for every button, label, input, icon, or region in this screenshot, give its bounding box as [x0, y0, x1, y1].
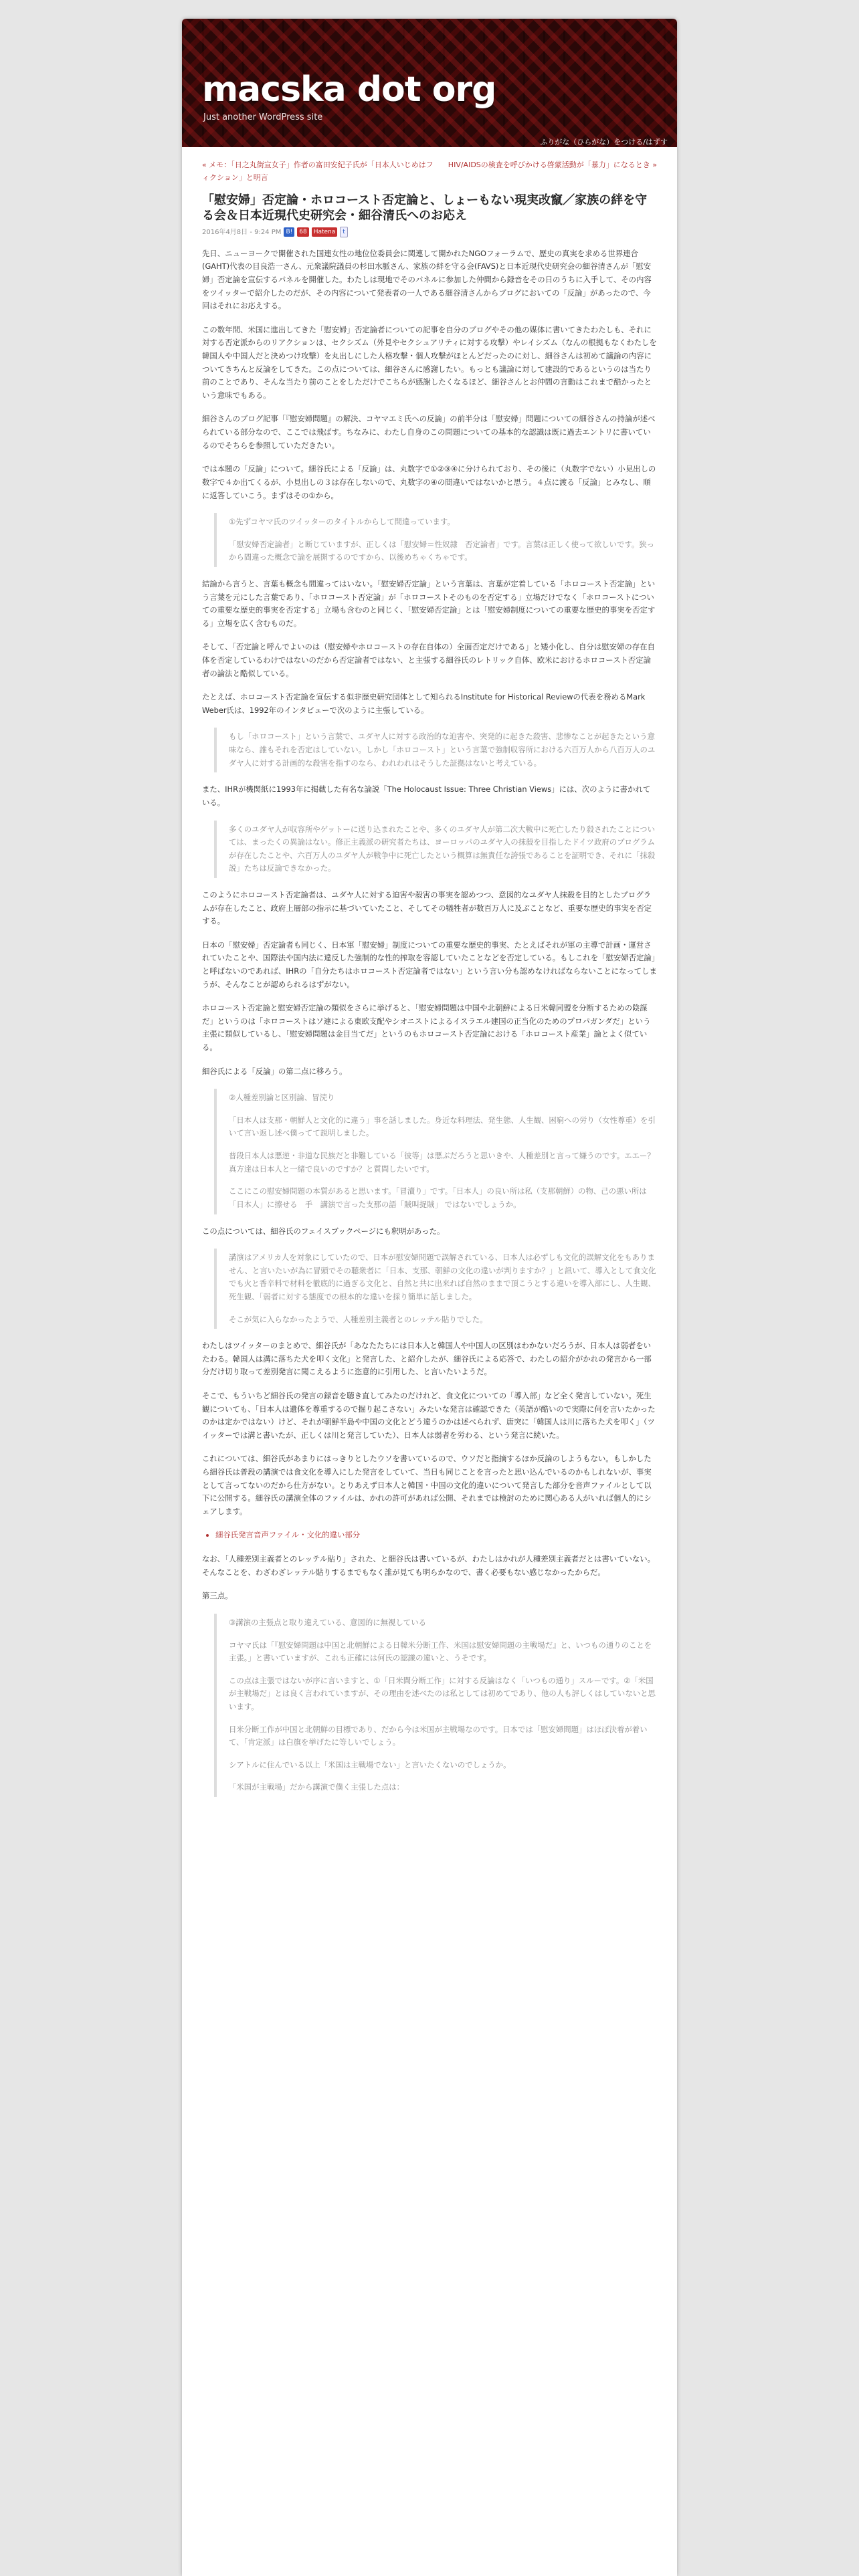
paragraph: 細谷さんのブログ記事「『慰安婦問題』の解決、コヤマエミ氏への反論」の前半分は「慰安婦」問題についての細谷さんの持論が述べられている部分なので、ここでは飛ばす。ちなみに、わたし自身のこの問題についての基本的な認識は既に過去エントリに書いているのでそちらを参照していただきたい。: [202, 414, 656, 450]
quote-paragraph: 日米分断工作が中国と北朝鮮の目標であり、だから今は米国が主戦場なのです。日本では「慰安婦問題」はほぼ決着が着いて、「肯定派」は白旗を挙げたに等しいでしょう。: [229, 1724, 648, 1747]
paragraph: このようにホロコースト否定論者は、ユダヤ人に対する迫害や殺害の事実を認めつつ、意図的なユダヤ人抹殺を目的としたプログラムが存在したこと、政府上層部の指示に基づいていたこと、そしてその犠牲者が数百万人に及ぶことなど、重要な歴史的事実を否定する。: [202, 889, 652, 926]
blockquote: [214, 1249, 657, 1329]
paragraph: この点については、細谷氏のフェイスブックページにも釈明があった。: [202, 1226, 445, 1236]
quote-paragraph: 講演はアメリカ人を対象にしていたので、日本が慰安婦問題で誤解されている、日本人は必ずしも文化的誤解文化をもありません、と言いたいが為に冒頭でその聴衆者に「日本、支那、朝鮮の文化の違いが判りますか？」と訊いて、導入として食文化でも火と香辛料で材料を徹底的に過ぎる文化と、自然と共に出来れば自然のままで頂こうとする違いを導入部にし、人生観、死生観、「弱者に対する態度での根本的な違いを採り簡単に話しました。: [229, 1253, 656, 1301]
quote-paragraph: コヤマ氏は「『慰安婦問題は中国と北朝鮮による日韓米分断工作、米国は慰安婦問題の主戦場だ』と、いつもの通りのことを主張。」と書いていますが、これも正確には何氏の認識の違いと、うそです。: [229, 1640, 652, 1663]
paragraph: ホロコースト否定論と慰安婦否定論の類似をさらに挙げると、「慰安婦問題は中国や北朝鮮による日米韓同盟を分断するための陰謀だ」というのは「ホロコーストはソ連による東欧支配やシオニストによるイスラエル建国の正当化のためのプロパガンダだ」という主張に類似しているし、「慰安婦問題は金目当てだ」というのもホロコースト否定論における「ホロコースト産業」論とよく似ている。: [202, 1003, 651, 1053]
paragraph: また、IHRが機関紙に1993年に掲載した有名な論説「The Holocaust Issue: Three Christian Views」には、次のように書かれている。: [202, 784, 651, 807]
paragraph: 第三点。: [202, 1591, 233, 1601]
quote-paragraph: そこが気に入らなかったようで、人種差別主義者とのレッテル貼りでした。: [229, 1314, 488, 1324]
blockquote: [214, 513, 657, 567]
post-content: [182, 147, 677, 1828]
paragraph: 細谷氏による「反論」の第二点に移ろう。: [202, 1066, 347, 1076]
paragraph: わたしはツイッターのまとめで、細谷氏が「あなたたちには日本人と韓国人や中国人の区別はわかないだろうが、日本人は弱者をいたわる。韓国人は溝に落ちた犬を叩く文化」と発言した、と紹介したが、細谷氏による応答で、わたしの紹介がかれの発言から一部分だけ切り取って差別発言に聞こえるように恣意的に引用した、と言いたいようだ。: [202, 1341, 652, 1377]
site-header: [182, 19, 677, 147]
furigana-toggle-link[interactable]: ふりがな（ひらがな）をつける/はずす: [540, 138, 668, 146]
quote-paragraph: 普段日本人は悪逆・非道な民族だと非難している「彼等」は悪ぶだろうと思いきや、人種差別と言って嫌うのです。エエー？真方達は日本人と一緒で良いのですか？と質問したいです。: [229, 1151, 655, 1174]
hatena-share-button[interactable]: Hatena: [312, 227, 338, 237]
paragraph: これについては、細谷氏があまりにはっきりとしたウソを書いているので、ウソだと指摘するほか反論のしようもない。もしかしたら細谷氏は普段の講演では食文化を導入にした発言をしていて、当日も同じことを言ったと思い込んでいるのかもしれないが、事実として言ってないのだから仕方がない。とりあえず日本人と韓国・中国の文化的違いについて発言した部分を音声ファイルとして以下に公開する。細谷氏の講演全体のファイルは、かれの許可があれば公開、それまでは検討のために関心ある人がいれば個人的にシェアします。: [202, 1454, 652, 1516]
page-container: [182, 19, 677, 2576]
blockquote: [214, 1089, 657, 1214]
quote-paragraph: 「慰安婦否定論者」と断じていますが、正しくは「慰安婦＝性奴隷 否定論者」です。言葉は正しく使って欲しいです。狭っから間違った概念で論を展開するのですから、以後めちゃくちゃです。: [229, 539, 655, 562]
paragraph: なお、「人種差別主義者とのレッテル貼り」された、と細谷氏は書いているが、わたしはかれが人種差別主義者だとは書いていない。そんなことを、わざわざレッテル貼りするまでもなく誰が見ても明らかなので、書く必要もない感じなかったからだ。: [202, 1554, 656, 1577]
quote-paragraph: ③講演の主張点と取り違えている、意図的に無視している: [229, 1617, 426, 1627]
quote-paragraph: 「米国が主戦場」だから講演で僕く主張した点は：: [229, 1782, 404, 1792]
paragraph: たとえば、ホロコースト否定論を宣伝する似非歴史研究団体として知られるInstitute for Historical Reviewの代表を務めるMark Weber氏は、1992年のインタビューで次のように主張している。: [202, 692, 646, 715]
post-meta: [202, 227, 657, 238]
quote-paragraph: この点は主張ではないが序に言いますと、①「日米間分断工作」に対する反論はなく「いつもの通り」スルーです。②「米国が主戦場だ」とは良く言われていますが、その理由を述べたのは私としては初めてであり、他の人も評しくはしていないと思います。: [229, 1675, 656, 1711]
paragraph: 先日、ニューヨークで開催された国連女性の地位位委員会に関連して開かれたNGOフォーラムで、歴史の真実を求める世界連合(GAHT)代表の目良浩一さん、元衆議院議員の杉田水脈さん、家族の絆を守る会(FAVS)と日本近現代史研究会の細谷清さんが「慰安婦」否定論を宣伝するパネルを開催した。わたしは現地でそのパネルに参加した仲間から録音をその日のうちに入手して、その内容をツイッターで紹介したのだが、その内容について発表者の一人である細谷清さんからブログにおいての「反論」があったので、今回はそれにお応えする。: [202, 248, 652, 311]
paragraph: そして、「否定論と呼んでよいのは（慰安婦やホロコーストの存在自体の）全面否定だけである」と矮小化し、自分は慰安婦の存在自体を否定しているわけではないのだから否定論者ではない、と主張する細谷氏のレトリック自体、欧米におけるホロコースト否定論者の論法と酷似している。: [202, 642, 655, 678]
post-date: 2016年4月8日 - 9:24 PM: [202, 228, 282, 236]
site-tagline: Just another WordPress site: [203, 112, 323, 122]
quote-paragraph: 「日本人は支那・朝鮮人と文化的に違う」事を話しました。身近な料理法、発生態、人生観、困窮への労り（女性尊重）を引いて言い返し述べ僕ってて説明しました。: [229, 1115, 656, 1138]
hatena-bookmark-icon[interactable]: B!: [284, 227, 294, 237]
previous-post-link[interactable]: « メモ：「日之丸街宣女子」作者の富田安紀子氏が「日本人いじめはフィクション」と明言: [202, 160, 434, 182]
paragraph: 日本の「慰安婦」否定論者も同じく、日本軍「慰安婦」制度についての重要な歴史的事実、たとえばそれが軍の主導で計画・運営されていたことや、国際法や国内法に違反した強制的な性的搾取を容認していたことなどを否定している。もしこれを「慰安婦否定論」と呼ばないのであれば、IHRの「自分たちはホロコースト否定論者ではない」という言い分も認めなければならないことになってしまうが、そんなことが認められるはずがない。: [202, 940, 657, 989]
audio-file-link[interactable]: • 細谷氏発言音声ファイル・文化的違い部分: [215, 1529, 657, 1542]
paragraph: では本題の「反論」について。細谷氏による「反論」は、丸数字で①②③④に分けられており、その後に（丸数字でない）小見出しの数字で４か出てくるが、小見出しの３は存在しないので、丸数字の④の間違いではないかと思う。４点に渡る「反論」とみなし、順に返答していこう。まずはその①から。: [202, 464, 656, 500]
quote-paragraph: 多くのユダヤ人が収容所やゲットーに送り込まれたことや、多くのユダヤ人が第二次大戦中に死亡したり殺されたことについては、まったくの異論はない。修正主義派の研究者たちは、ヨーロッパのユダヤ人の抹殺を目指したドイツ政府のプログラムが存在したことや、六百万人のユダヤ人が戦争中に死亡したという概算は無責任な誇張であることを証明でき、それに「抹殺説」たちは反論できなかった。: [229, 824, 656, 873]
quote-paragraph: ①先ずコヤマ氏のツイッターのタイトルからして間違っています。: [229, 517, 455, 527]
paragraph: そこで、もういちど細谷氏の発言の録音を聴き直してみたのだけれど、食文化についての「導入部」など全く発言していない。死生観についても、「日本人は遺体を尊重するので掘り起こさない」みたいな発言は確認できた（英語が酷いので実際に何を言いたかったのかは定かではない）けど、それが朝鮮半島や中国の文化とどう違うのかは述べられず、唐突に「韓国人は川に落ちた犬を叩く」（ツイッターでは溝と書いたが、正しくは川と発言していた）、日本人は弱者を労わる、という発言に続いた。: [202, 1391, 656, 1440]
bookmark-count-badge[interactable]: 68: [297, 227, 308, 237]
blockquote: [214, 728, 657, 772]
audio-file-list: [215, 1529, 657, 1542]
quote-paragraph: シアトルに住んでいる以上「米国は主戦場でない」と言いたくないのでしょうか。: [229, 1759, 511, 1769]
quote-paragraph: ②人種差別論と区別論、冒涜り: [229, 1093, 335, 1103]
blockquote: [214, 821, 657, 878]
twitter-share-icon[interactable]: t: [340, 227, 348, 237]
post-title: 「慰安婦」否定論・ホロコースト否定論と、しょーもない現実改竄／家族の絆を守る会＆日本近現代史研究会・細谷清氏へのお応え: [202, 193, 648, 223]
post-navigation: [202, 159, 657, 185]
site-title[interactable]: macska dot org: [202, 70, 496, 110]
next-post-link[interactable]: HIV/AIDSの検査を呼びかける啓蒙活動が「暴力」になるとき »: [448, 160, 657, 169]
quote-paragraph: ここにこの慰安婦問題の本質があると思います。「冒瀆り」です。「日本人」の良い所は私（支那朝鮮）の物、己の悪い所は「日本人」に擦せる 手 講演で言った支那の語「賊叫捉賊」 ではないでしょうか。: [229, 1186, 647, 1209]
paragraph: 結論から言うと、言葉も概念も間違ってはいない。「慰安婦否定論」という言葉は、言葉が定着している「ホロコースト否定論」という言葉を元にした言葉であり、「ホロコースト否定論」が「ホロコーストそのものを否定する」立場だけでなく「ホロコーストについての重要な歴史的事実を否定する」立場も含むのと同じく、「慰安婦否定論」とは「慰安婦制度についての重要な歴史的事実を否定する」立場を広く含むものだ。: [202, 578, 656, 628]
blockquote: [214, 1614, 657, 1797]
quote-paragraph: もし「ホロコースト」という言葉で、ユダヤ人に対する政治的な迫害や、突発的に起きた殺害、悲惨なことが起きたという意味なら、誰もそれを否定はしていない。しかし「ホロコースト」という言葉で強制収容所における六百万人から八百万人のユダヤ人に対する計画的な殺害を指すのなら、われわれはそうした証拠はないと考えている。: [229, 732, 656, 768]
paragraph: この数年間、米国に進出してきた「慰安婦」否定論者についての記事を自分のブログやその他の媒体に書いてきたわたしも、それに対する否定派からのリアクションは、セクシズム（外見やセクシュアリティに対する攻撃）やレイシズム（なんの根拠もなくわたしを韓国人や中国人だと決めつけ攻撃）を丸出しにした人格攻撃・個人攻撃がほとんどだったのに対し、細谷さんは初めて議論の内容についてきちんと反論をしてきた。この点については、細谷さんに感謝したい。もっとも議論に対して建設的であるというのは当たり前のことであり、そんな当たり前のことをしただけでこちらが感謝したくなるほど、細谷さんとお仲間の言動はこれまで酷かったという意味でもある。: [202, 324, 657, 400]
